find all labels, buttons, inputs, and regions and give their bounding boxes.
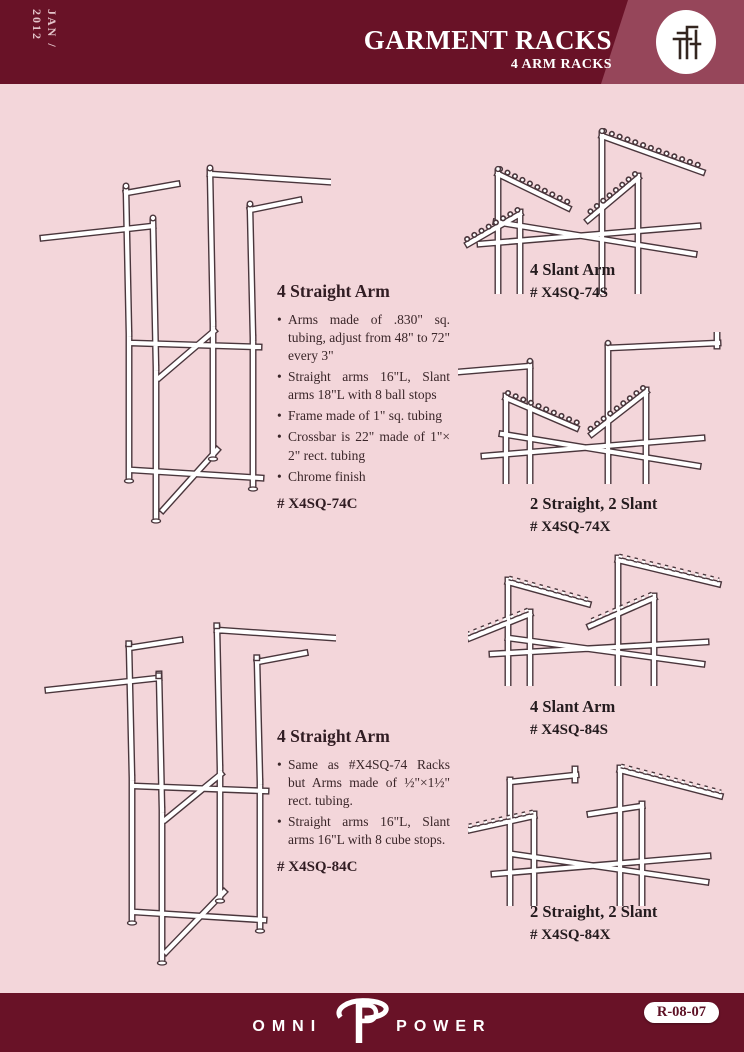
product-bullet: • Arms made of .830" sq. tubing, adjust from 48" to 72" every 3" xyxy=(277,311,450,365)
product-bullet: • Same as #X4SQ-74 Racks but Arms made of ½"×1½" rect. tubing. xyxy=(277,756,450,810)
label-x4sq-74s xyxy=(530,261,715,302)
product-block-x4sq-84c xyxy=(277,726,450,876)
page-footer xyxy=(0,993,744,1052)
page-code-badge: R-08-07 xyxy=(644,1002,719,1023)
product-bullet: • Frame made of 1" sq. tubing xyxy=(277,407,450,425)
product-code: # X4SQ-84X xyxy=(530,927,611,944)
product-name: 2 Straight, 2 Slant xyxy=(530,494,658,513)
product-bullet: • Chrome finish xyxy=(277,468,450,486)
brand-power: POWER xyxy=(396,1017,492,1035)
rack-illustration-x4sq-74x xyxy=(458,332,730,484)
header-titles xyxy=(364,26,612,73)
product-heading: 4 Straight Arm xyxy=(277,726,390,746)
product-name: 2 Straight, 2 Slant xyxy=(530,902,658,921)
label-x4sq-84x xyxy=(530,903,715,944)
page-header xyxy=(0,0,744,84)
product-code: # X4SQ-74C xyxy=(277,495,358,512)
rack-illustration-x4sq-84x xyxy=(468,758,730,906)
garment-rack-icon xyxy=(667,20,705,64)
product-heading: 4 Straight Arm xyxy=(277,281,390,301)
page-subtitle: 4 ARM RACKS xyxy=(510,57,612,73)
product-block-x4sq-74c xyxy=(277,281,450,513)
product-bullet: • Straight arms 16"L, Slant arms 18"L with 8 ball stops xyxy=(277,368,450,404)
rack-illustration-x4sq-84s xyxy=(468,550,730,686)
page-title: GARMENT RACKS xyxy=(363,25,612,55)
omni-power-logo-icon xyxy=(324,991,394,1049)
date-label: JAN / 2012 xyxy=(30,9,59,49)
product-name: 4 Slant Arm xyxy=(530,697,616,716)
product-bullet-list xyxy=(277,756,450,849)
product-code: # X4SQ-84S xyxy=(530,722,608,739)
label-x4sq-84s xyxy=(530,698,715,739)
product-code: # X4SQ-74S xyxy=(530,285,608,302)
logo-oval xyxy=(656,10,716,74)
product-name: 4 Slant Arm xyxy=(530,260,616,279)
product-code: # X4SQ-84C xyxy=(277,859,358,876)
product-bullet: • Straight arms 16"L, Slant arms 16"L with 8 cube stops. xyxy=(277,813,450,849)
label-x4sq-74x xyxy=(530,495,715,536)
product-code: # X4SQ-74X xyxy=(530,519,611,536)
product-bullet-list xyxy=(277,311,450,486)
brand-omni: OMNI xyxy=(252,1017,323,1035)
product-bullet: • Crossbar is 22" made of 1"× 2" rect. tubing xyxy=(277,428,450,464)
